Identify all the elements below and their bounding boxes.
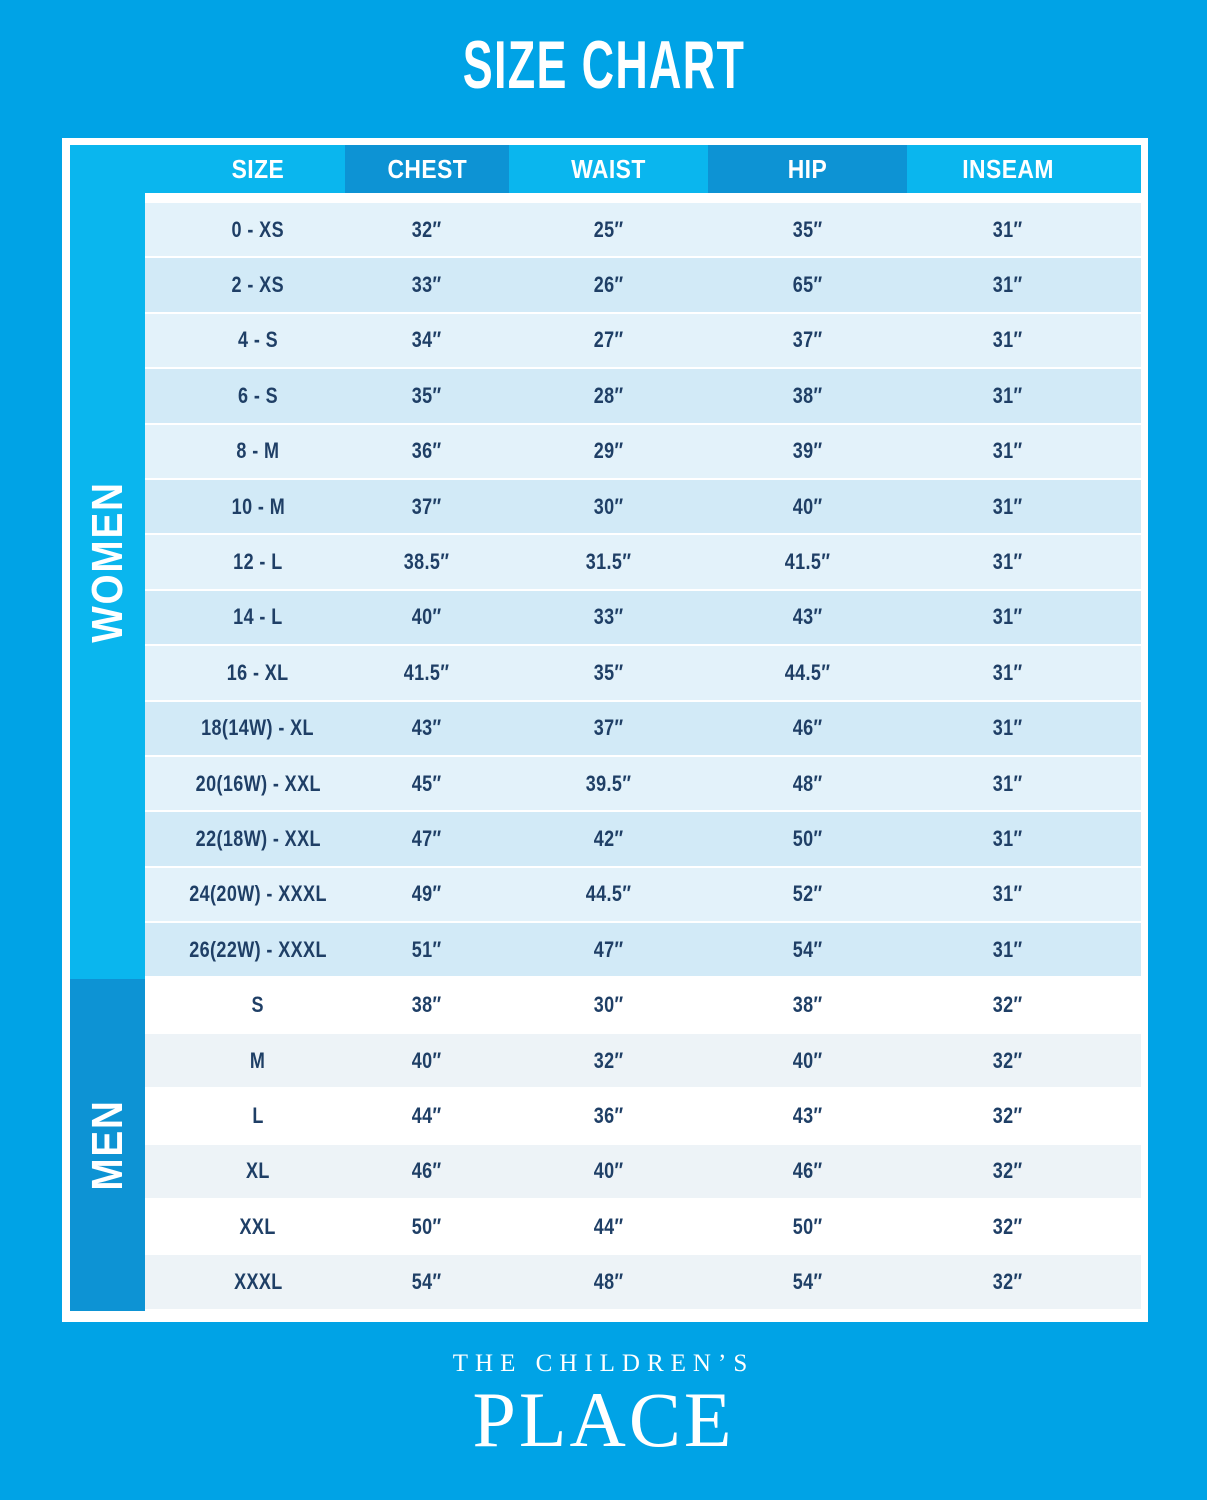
cell-text: 50″: [412, 1213, 442, 1239]
cell-text: 2 - XS: [231, 272, 285, 298]
row-measurement-value: [907, 1255, 1141, 1308]
brand-name-top: THE CHILDREN’S: [452, 1350, 755, 1377]
column-header-waist-label: WAIST: [571, 153, 646, 184]
cell-text: 12 - L: [233, 549, 283, 575]
cell-text: 37″: [593, 715, 624, 741]
cell-text: 47″: [593, 936, 624, 962]
row-measurement-value: [509, 591, 708, 644]
cell-text: 39.5″: [585, 770, 632, 796]
cell-text: 31″: [993, 770, 1023, 796]
row-measurement-value: [708, 591, 907, 644]
page-title-text: SIZE CHART: [462, 27, 745, 103]
row-measurement-value: [907, 868, 1141, 921]
row-measurement-value: [708, 1089, 907, 1142]
cell-text: 38.5″: [404, 549, 450, 575]
row-measurement-value: [708, 757, 907, 810]
row-size-label: [145, 314, 345, 367]
table-row: [145, 757, 1141, 812]
row-measurement-value: [509, 646, 708, 699]
row-measurement-value: [509, 923, 708, 976]
row-size-label: [145, 923, 345, 976]
row-measurement-value: [907, 1034, 1141, 1087]
table-body: [145, 203, 1141, 1311]
cell-text: 22(18W) - XXL: [195, 825, 321, 851]
cell-text: 29″: [593, 438, 624, 464]
table-row: [145, 1145, 1141, 1200]
row-measurement-value: [345, 203, 509, 256]
row-measurement-value: [708, 314, 907, 367]
row-measurement-value: [509, 425, 708, 478]
cell-text: 44.5″: [585, 881, 632, 907]
column-header-inseam: [907, 145, 1141, 193]
cell-text: 50″: [792, 1213, 823, 1239]
row-measurement-value: [708, 702, 907, 755]
table-row: [145, 203, 1141, 258]
cell-text: 40″: [593, 1158, 624, 1184]
cell-text: 46″: [792, 715, 823, 741]
column-header-inseam-label: INSEAM: [962, 153, 1054, 184]
section-sidebar: [70, 145, 145, 1311]
cell-text: XXL: [239, 1213, 277, 1239]
row-measurement-value: [509, 480, 708, 533]
row-measurement-value: [345, 757, 509, 810]
cell-text: 10 - M: [231, 493, 285, 519]
row-measurement-value: [907, 535, 1141, 588]
cell-text: 18(14W) - XL: [201, 715, 315, 741]
table-row: [145, 923, 1141, 978]
cell-text: 31″: [993, 216, 1023, 242]
cell-text: 26″: [593, 272, 624, 298]
cell-text: 36″: [412, 438, 442, 464]
row-measurement-value: [708, 369, 907, 422]
cell-text: 32″: [993, 992, 1023, 1018]
page-title: [0, 0, 1207, 103]
cell-text: 65″: [792, 272, 823, 298]
cell-text: 51″: [412, 936, 442, 962]
cell-text: 43″: [792, 604, 823, 630]
cell-text: 31″: [993, 549, 1023, 575]
row-measurement-value: [509, 1200, 708, 1253]
row-measurement-value: [907, 369, 1141, 422]
row-measurement-value: [708, 868, 907, 921]
cell-text: 48″: [792, 770, 823, 796]
cell-text: 39″: [792, 438, 823, 464]
table-row: [145, 646, 1141, 701]
cell-text: 54″: [792, 936, 823, 962]
table-row: [145, 369, 1141, 424]
cell-text: 26(22W) - XXXL: [189, 936, 327, 962]
row-measurement-value: [708, 1200, 907, 1253]
cell-text: 40″: [412, 604, 442, 630]
table-row: [145, 1200, 1141, 1255]
cell-text: 4 - S: [237, 327, 279, 353]
row-size-label: [145, 812, 345, 865]
row-size-label: [145, 535, 345, 588]
row-measurement-value: [345, 923, 509, 976]
cell-text: 48″: [593, 1269, 624, 1295]
row-measurement-value: [907, 1200, 1141, 1253]
cell-text: 47″: [412, 825, 442, 851]
section-label-men: MEN: [82, 1099, 132, 1191]
row-measurement-value: [509, 535, 708, 588]
table-row: [145, 868, 1141, 923]
row-measurement-value: [708, 203, 907, 256]
cell-text: 32″: [412, 216, 442, 242]
row-measurement-value: [708, 978, 907, 1031]
row-measurement-value: [509, 369, 708, 422]
row-measurement-value: [345, 1034, 509, 1087]
cell-text: 28″: [593, 382, 624, 408]
brand-name-bottom: PLACE: [472, 1376, 735, 1463]
cell-text: 31″: [993, 604, 1023, 630]
cell-text: 41.5″: [404, 659, 450, 685]
row-measurement-value: [509, 314, 708, 367]
table-row: [145, 258, 1141, 313]
column-header-chest: [345, 145, 509, 193]
row-measurement-value: [345, 258, 509, 311]
row-measurement-value: [907, 203, 1141, 256]
table-row: [145, 1034, 1141, 1089]
table-header-row: [145, 145, 1141, 193]
row-size-label: [145, 757, 345, 810]
row-measurement-value: [907, 1145, 1141, 1198]
row-measurement-value: [907, 646, 1141, 699]
table-row: [145, 425, 1141, 480]
row-measurement-value: [345, 868, 509, 921]
cell-text: 14 - L: [233, 604, 283, 630]
row-measurement-value: [509, 978, 708, 1031]
cell-text: M: [250, 1047, 266, 1073]
row-measurement-value: [345, 812, 509, 865]
cell-text: 31″: [993, 272, 1023, 298]
row-measurement-value: [907, 1089, 1141, 1142]
row-measurement-value: [345, 646, 509, 699]
table-row: [145, 702, 1141, 757]
size-table-inner: [70, 145, 1141, 1311]
row-size-label: [145, 702, 345, 755]
row-measurement-value: [907, 757, 1141, 810]
cell-text: 49″: [412, 881, 442, 907]
row-measurement-value: [907, 978, 1141, 1031]
row-measurement-value: [345, 1200, 509, 1253]
cell-text: 35″: [593, 659, 624, 685]
cell-text: 27″: [593, 327, 624, 353]
cell-text: 20(16W) - XXL: [195, 770, 321, 796]
row-measurement-value: [907, 923, 1141, 976]
table-row: [145, 535, 1141, 590]
section-men: [70, 979, 145, 1311]
cell-text: 30″: [593, 992, 624, 1018]
row-measurement-value: [907, 591, 1141, 644]
row-measurement-value: [345, 702, 509, 755]
row-measurement-value: [509, 868, 708, 921]
cell-text: L: [252, 1102, 264, 1128]
cell-text: 32″: [993, 1269, 1023, 1295]
cell-text: 34″: [412, 327, 442, 353]
cell-text: 32″: [993, 1213, 1023, 1239]
cell-text: 31″: [993, 715, 1023, 741]
row-measurement-value: [708, 923, 907, 976]
row-measurement-value: [708, 535, 907, 588]
row-measurement-value: [345, 1145, 509, 1198]
cell-text: 31″: [993, 881, 1023, 907]
row-measurement-value: [509, 203, 708, 256]
section-label-women: WOMEN: [82, 481, 132, 643]
row-size-label: [145, 591, 345, 644]
row-measurement-value: [708, 480, 907, 533]
cell-text: 44.5″: [784, 659, 831, 685]
row-measurement-value: [345, 535, 509, 588]
cell-text: 46″: [412, 1158, 442, 1184]
cell-text: 25″: [593, 216, 624, 242]
row-measurement-value: [345, 480, 509, 533]
row-measurement-value: [907, 480, 1141, 533]
cell-text: 8 - M: [236, 438, 280, 464]
row-measurement-value: [907, 314, 1141, 367]
cell-text: 31.5″: [585, 549, 632, 575]
cell-text: 32″: [993, 1158, 1023, 1184]
row-size-label: [145, 258, 345, 311]
table-row: [145, 978, 1141, 1033]
cell-text: 40″: [792, 493, 823, 519]
cell-text: 31″: [993, 825, 1023, 851]
cell-text: 16 - XL: [227, 659, 289, 685]
column-header-size-label: SIZE: [231, 153, 285, 184]
row-measurement-value: [509, 812, 708, 865]
row-size-label: [145, 1034, 345, 1087]
cell-text: 46″: [792, 1158, 823, 1184]
brand-logo: [0, 1350, 1207, 1463]
row-measurement-value: [708, 1255, 907, 1308]
row-measurement-value: [907, 425, 1141, 478]
table-main: [145, 145, 1141, 1311]
row-measurement-value: [907, 702, 1141, 755]
row-size-label: [145, 1200, 345, 1253]
size-table: [62, 138, 1148, 1322]
row-measurement-value: [345, 1255, 509, 1308]
cell-text: 24(20W) - XXXL: [189, 881, 327, 907]
cell-text: 31″: [993, 936, 1023, 962]
row-size-label: [145, 203, 345, 256]
row-size-label: [145, 646, 345, 699]
row-measurement-value: [509, 702, 708, 755]
cell-text: 32″: [593, 1047, 624, 1073]
row-measurement-value: [509, 1255, 708, 1308]
row-size-label: [145, 1255, 345, 1308]
row-size-label: [145, 1089, 345, 1142]
cell-text: 43″: [792, 1102, 823, 1128]
row-measurement-value: [509, 258, 708, 311]
cell-text: 43″: [412, 715, 442, 741]
cell-text: 52″: [792, 881, 823, 907]
cell-text: 45″: [412, 770, 442, 796]
cell-text: 31″: [993, 493, 1023, 519]
column-header-hip: [708, 145, 907, 193]
row-measurement-value: [509, 1145, 708, 1198]
cell-text: 31″: [993, 327, 1023, 353]
cell-text: 35″: [792, 216, 823, 242]
row-measurement-value: [509, 1089, 708, 1142]
row-measurement-value: [708, 646, 907, 699]
cell-text: 42″: [593, 825, 624, 851]
cell-text: S: [251, 992, 265, 1018]
cell-text: XL: [246, 1158, 270, 1184]
cell-text: 33″: [412, 272, 442, 298]
cell-text: 50″: [792, 825, 823, 851]
table-row: [145, 480, 1141, 535]
column-header-waist: [509, 145, 708, 193]
row-measurement-value: [708, 812, 907, 865]
cell-text: 32″: [993, 1102, 1023, 1128]
row-size-label: [145, 868, 345, 921]
cell-text: 36″: [593, 1102, 624, 1128]
header-gap: [145, 193, 1141, 203]
row-measurement-value: [708, 425, 907, 478]
row-measurement-value: [345, 369, 509, 422]
table-row: [145, 591, 1141, 646]
row-measurement-value: [345, 978, 509, 1031]
cell-text: 37″: [792, 327, 823, 353]
column-header-chest-label: CHEST: [387, 153, 467, 184]
cell-text: 6 - S: [237, 382, 279, 408]
row-measurement-value: [345, 314, 509, 367]
row-size-label: [145, 1145, 345, 1198]
cell-text: 54″: [412, 1269, 442, 1295]
cell-text: 37″: [412, 493, 442, 519]
row-measurement-value: [708, 258, 907, 311]
row-measurement-value: [345, 425, 509, 478]
table-row: [145, 812, 1141, 867]
cell-text: XXXL: [233, 1269, 283, 1295]
row-size-label: [145, 978, 345, 1031]
cell-text: 54″: [792, 1269, 823, 1295]
cell-text: 35″: [412, 382, 442, 408]
cell-text: 38″: [792, 382, 823, 408]
row-measurement-value: [708, 1034, 907, 1087]
cell-text: 30″: [593, 493, 624, 519]
cell-text: 0 - XS: [231, 216, 285, 242]
row-measurement-value: [907, 258, 1141, 311]
row-measurement-value: [509, 1034, 708, 1087]
cell-text: 44″: [593, 1213, 624, 1239]
cell-text: 40″: [412, 1047, 442, 1073]
table-row: [145, 314, 1141, 369]
row-measurement-value: [345, 591, 509, 644]
row-measurement-value: [509, 757, 708, 810]
section-women: [70, 145, 145, 979]
row-size-label: [145, 425, 345, 478]
cell-text: 44″: [412, 1102, 442, 1128]
column-header-size: [145, 145, 345, 193]
row-measurement-value: [345, 1089, 509, 1142]
cell-text: 33″: [593, 604, 624, 630]
row-size-label: [145, 369, 345, 422]
cell-text: 31″: [993, 438, 1023, 464]
cell-text: 38″: [412, 992, 442, 1018]
cell-text: 31″: [993, 382, 1023, 408]
cell-text: 31″: [993, 659, 1023, 685]
cell-text: 32″: [993, 1047, 1023, 1073]
row-measurement-value: [907, 812, 1141, 865]
cell-text: 38″: [792, 992, 823, 1018]
cell-text: 40″: [792, 1047, 823, 1073]
table-row: [145, 1255, 1141, 1310]
column-header-hip-label: HIP: [787, 153, 828, 184]
row-size-label: [145, 480, 345, 533]
row-measurement-value: [708, 1145, 907, 1198]
table-row: [145, 1089, 1141, 1144]
cell-text: 41.5″: [784, 549, 831, 575]
